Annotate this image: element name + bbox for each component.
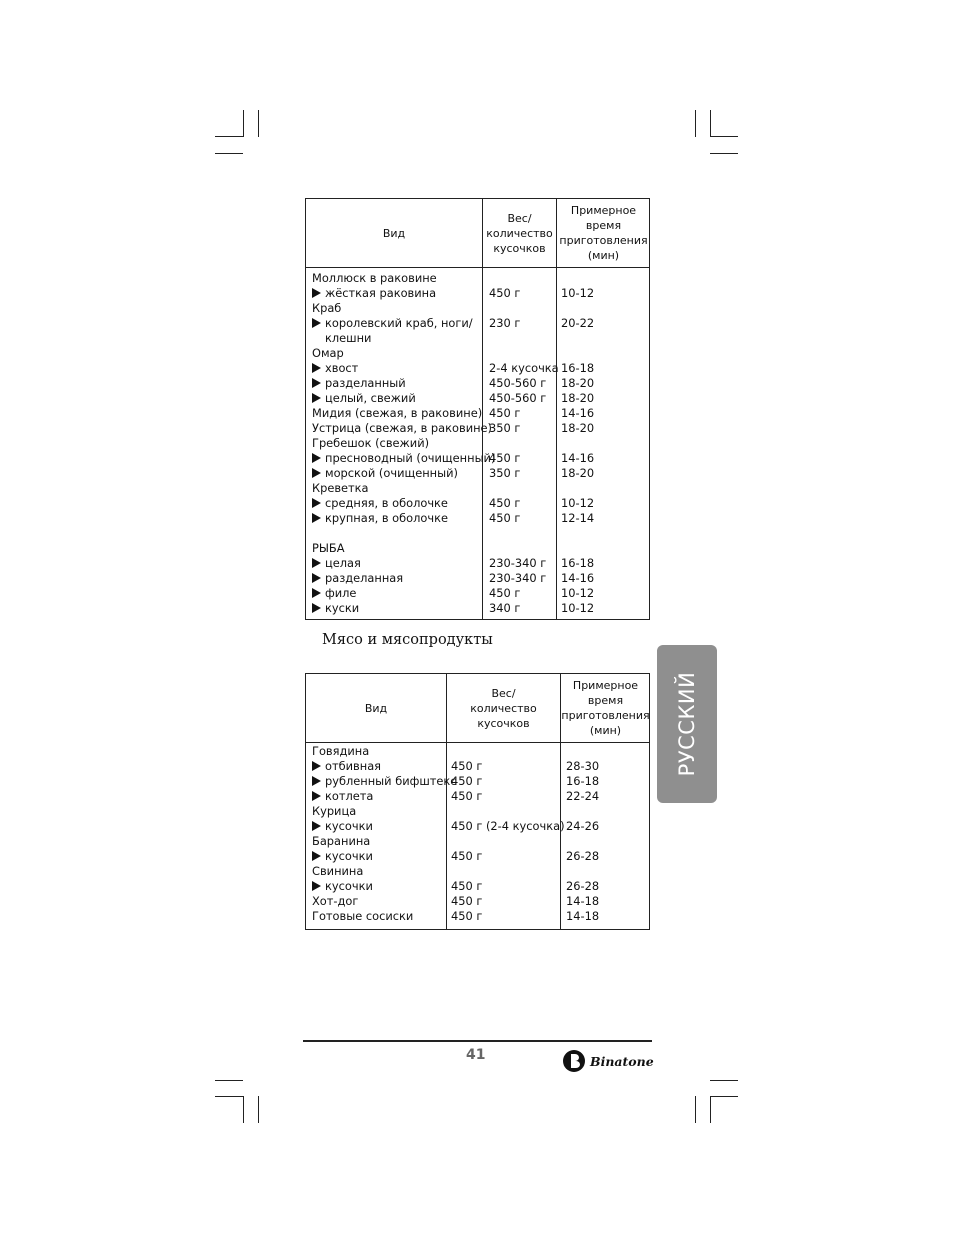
row-weight: 340 г [489, 601, 521, 615]
bullet-arrow-icon [312, 378, 321, 388]
table-row [306, 601, 649, 616]
row-name: Мидия (свежая, в раковине) [312, 406, 483, 420]
row-time: 18-20 [561, 421, 595, 435]
table-row [306, 789, 649, 804]
row-weight: 450 г [489, 286, 521, 300]
header-kind: Вид [364, 701, 388, 715]
row-time: 10-12 [561, 286, 595, 300]
bullet-arrow-icon [312, 573, 321, 583]
row-name: филе [312, 586, 356, 601]
brand-name: Binatone [590, 1053, 654, 1069]
row-weight: 350 г [489, 466, 521, 480]
row-weight: 450 г [451, 774, 483, 788]
row-name: Креветка [312, 481, 369, 495]
table-row [306, 849, 649, 864]
table-row [306, 909, 649, 924]
row-name: Краб [312, 301, 342, 315]
row-time: 26-28 [566, 879, 600, 893]
table-row [306, 316, 649, 331]
table-row [306, 541, 649, 556]
table-row [306, 834, 649, 849]
bullet-arrow-icon [312, 603, 321, 613]
table-row [306, 804, 649, 819]
row-name: Говядина [312, 744, 370, 758]
bullet-arrow-icon [312, 776, 321, 786]
row-name: котлета [312, 789, 373, 804]
row-name: Готовые сосиски [312, 909, 414, 923]
table-row [306, 376, 649, 391]
row-time: 14-18 [566, 894, 600, 908]
row-name: крупная, в оболочке [312, 511, 448, 526]
row-name: рубленный бифштекс [312, 774, 457, 789]
meat-table-body [306, 744, 649, 924]
seafood-table-header [306, 199, 649, 268]
header-kind: Вид [382, 226, 406, 240]
seafood-table-body [306, 271, 649, 616]
row-time: 14-16 [561, 571, 595, 585]
bullet-arrow-icon [312, 393, 321, 403]
page-number: 41 [466, 1047, 486, 1063]
row-weight: 450 г [451, 789, 483, 803]
row-weight: 230-340 г [489, 556, 547, 570]
table-row [306, 864, 649, 879]
bullet-arrow-icon [312, 851, 321, 861]
brand-logo [562, 1049, 654, 1073]
bullet-arrow-icon [312, 821, 321, 831]
row-weight: 2-4 кусочка [489, 361, 559, 375]
table-row [306, 759, 649, 774]
table-row [306, 496, 649, 511]
row-weight: 450 г [451, 879, 483, 893]
bullet-arrow-icon [312, 791, 321, 801]
table-row [306, 894, 649, 909]
table-row [306, 421, 649, 436]
row-name: Омар [312, 346, 344, 360]
table-row [306, 301, 649, 316]
row-name: Моллюск в раковине [312, 271, 437, 285]
row-time: 22-24 [566, 789, 600, 803]
row-time: 16-18 [566, 774, 600, 788]
seafood-table [305, 198, 650, 620]
row-time: 18-20 [561, 466, 595, 480]
row-name: Гребешок (свежий) [312, 436, 430, 450]
row-name: куски [312, 601, 359, 616]
row-weight: 450 г [489, 451, 521, 465]
row-time: 14-16 [561, 451, 595, 465]
binatone-logo-icon [562, 1049, 588, 1073]
bullet-arrow-icon [312, 761, 321, 771]
row-name: целая [312, 556, 361, 571]
row-name: отбивная [312, 759, 381, 774]
row-weight: 230 г [489, 316, 521, 330]
bullet-arrow-icon [312, 318, 321, 328]
row-time: 24-26 [566, 819, 600, 833]
table-row [306, 586, 649, 601]
row-name: Курица [312, 804, 357, 818]
table-row [306, 556, 649, 571]
row-weight: 230-340 г [489, 571, 547, 585]
bullet-arrow-icon [312, 588, 321, 598]
bullet-arrow-icon [312, 513, 321, 523]
table-row [306, 571, 649, 586]
table-row [306, 481, 649, 496]
row-time: 16-18 [561, 361, 595, 375]
table-row [306, 271, 649, 286]
table-row [306, 511, 649, 526]
row-name: разделанный [312, 376, 406, 391]
row-name: клешни [325, 331, 372, 345]
row-weight: 450 г [489, 406, 521, 420]
bullet-arrow-icon [312, 468, 321, 478]
header-time: Примерное время приготовления (мин) [559, 204, 648, 262]
table-row [306, 391, 649, 406]
row-weight: 450 г [451, 894, 483, 908]
row-weight: 450 г [489, 511, 521, 525]
meat-table [305, 673, 650, 930]
row-time: 18-20 [561, 391, 595, 405]
language-tab [657, 645, 717, 803]
row-time: 26-28 [566, 849, 600, 863]
row-name: Баранина [312, 834, 371, 848]
table-row [306, 526, 649, 541]
bullet-arrow-icon [312, 558, 321, 568]
row-weight: 450 г [451, 909, 483, 923]
bullet-arrow-icon [312, 363, 321, 373]
table-row [306, 406, 649, 421]
meat-table-header [306, 674, 649, 743]
row-time: 10-12 [561, 586, 595, 600]
table-row [306, 346, 649, 361]
row-time: 10-12 [561, 496, 595, 510]
row-time: 12-14 [561, 511, 595, 525]
header-weight: Вес/ количество кусочков [470, 686, 537, 730]
row-weight: 450-560 г [489, 376, 547, 390]
row-time: 10-12 [561, 601, 595, 615]
language-tab-label: РУССКИЙ [675, 671, 699, 777]
row-time: 28-30 [566, 759, 600, 773]
row-name: кусочки [312, 849, 373, 864]
row-name: морской (очищенный) [312, 466, 458, 481]
row-weight: 450 г [489, 586, 521, 600]
row-time: 20-22 [561, 316, 595, 330]
row-weight: 450 г [451, 759, 483, 773]
row-name: Хот-дог [312, 894, 359, 908]
row-weight: 450-560 г [489, 391, 547, 405]
header-weight: Вес/ количество кусочков [486, 211, 553, 255]
row-name: Свинина [312, 864, 364, 878]
section-title: Мясо и мясопродукты [322, 632, 493, 648]
row-name: хвост [312, 361, 358, 376]
row-name: кусочки [312, 819, 373, 834]
row-weight: 450 г [489, 496, 521, 510]
table-row [306, 286, 649, 301]
table-row [306, 436, 649, 451]
row-time: 14-16 [561, 406, 595, 420]
row-time: 14-18 [566, 909, 600, 923]
table-row [306, 361, 649, 376]
row-name: пресноводный (очищенный) [312, 451, 495, 466]
footer-divider [303, 1040, 652, 1042]
table-row [306, 819, 649, 834]
row-name: целый, свежий [312, 391, 416, 406]
bullet-arrow-icon [312, 288, 321, 298]
row-name: кусочки [312, 879, 373, 894]
table-row [306, 331, 649, 346]
table-row [306, 451, 649, 466]
table-row [306, 879, 649, 894]
row-name: королевский краб, ноги/ [312, 316, 473, 331]
row-weight: 450 г (2-4 кусочка) [451, 819, 565, 833]
row-name: РЫБА [312, 541, 345, 555]
row-weight: 450 г [451, 849, 483, 863]
row-name: жёсткая раковина [312, 286, 436, 301]
row-time: 16-18 [561, 556, 595, 570]
row-time: 18-20 [561, 376, 595, 390]
header-time: Примерное время приготовления (мин) [561, 679, 650, 737]
row-weight: 350 г [489, 421, 521, 435]
table-row [306, 774, 649, 789]
row-name: средняя, в оболочке [312, 496, 448, 511]
bullet-arrow-icon [312, 453, 321, 463]
row-name: Устрица (свежая, в раковине) [312, 421, 492, 435]
row-name: разделанная [312, 571, 403, 586]
table-row [306, 744, 649, 759]
bullet-arrow-icon [312, 498, 321, 508]
bullet-arrow-icon [312, 881, 321, 891]
table-row [306, 466, 649, 481]
